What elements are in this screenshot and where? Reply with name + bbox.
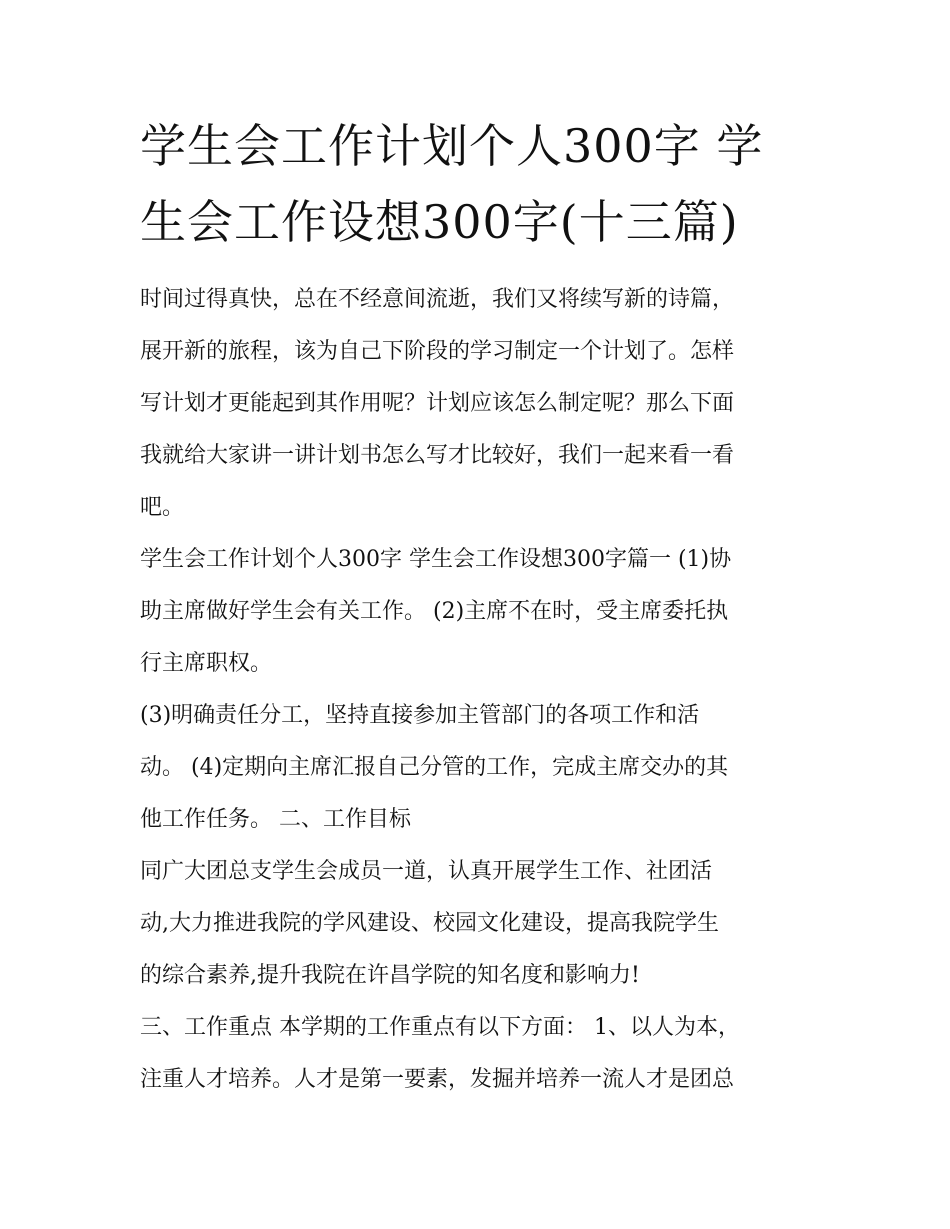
- body-line: 我就给大家讲一讲计划书怎么写才比较好，我们一起来看一看: [140, 443, 735, 468]
- body-line: 三、工作重点 本学期的工作重点有以下方面： 1、以人为本，: [140, 1015, 740, 1040]
- body-line: 行主席职权。: [140, 651, 273, 676]
- body-line: 展开新的旅程，该为自己下阶段的学习制定一个计划了。怎样: [140, 339, 735, 364]
- body-line: 注重人才培养。人才是第一要素，发掘并培养一流人才是团总: [140, 1067, 735, 1092]
- body-line: 时间过得真快，总在不经意间流逝，我们又将续写新的诗篇，: [140, 287, 735, 312]
- body-line: 同广大团总支学生会成员一道，认真开展学生工作、社团活: [140, 859, 713, 884]
- body-line: 他工作任务。 二、工作目标: [140, 807, 411, 832]
- body-line: (3)明确责任分工，坚持直接参加主管部门的各项工作和活: [140, 703, 700, 728]
- body-line: 的综合素养,提升我院在许昌学院的知名度和影响力!: [140, 963, 640, 988]
- body-line: 助主席做好学生会有关工作。 (2)主席不在时，受主席委托执: [140, 599, 729, 624]
- body-line: 写计划才更能起到其作用呢？计划应该怎么制定呢？那么下面: [140, 391, 735, 416]
- document-body: [140, 274, 830, 1106]
- title-line-1: 学生会工作计划个人300字 学: [140, 119, 764, 173]
- title-line-2: 生会工作设想300字(十三篇): [140, 195, 739, 249]
- body-line: 学生会工作计划个人300字 学生会工作设想300字篇一 (1)协: [140, 547, 732, 572]
- body-line: 吧。: [140, 495, 185, 520]
- document-title: [140, 108, 820, 260]
- body-line: 动。 (4)定期向主席汇报自己分管的工作，完成主席交办的其: [140, 755, 729, 780]
- body-line: 动,大力推进我院的学风建设、校园文化建设，提高我院学生: [140, 911, 719, 936]
